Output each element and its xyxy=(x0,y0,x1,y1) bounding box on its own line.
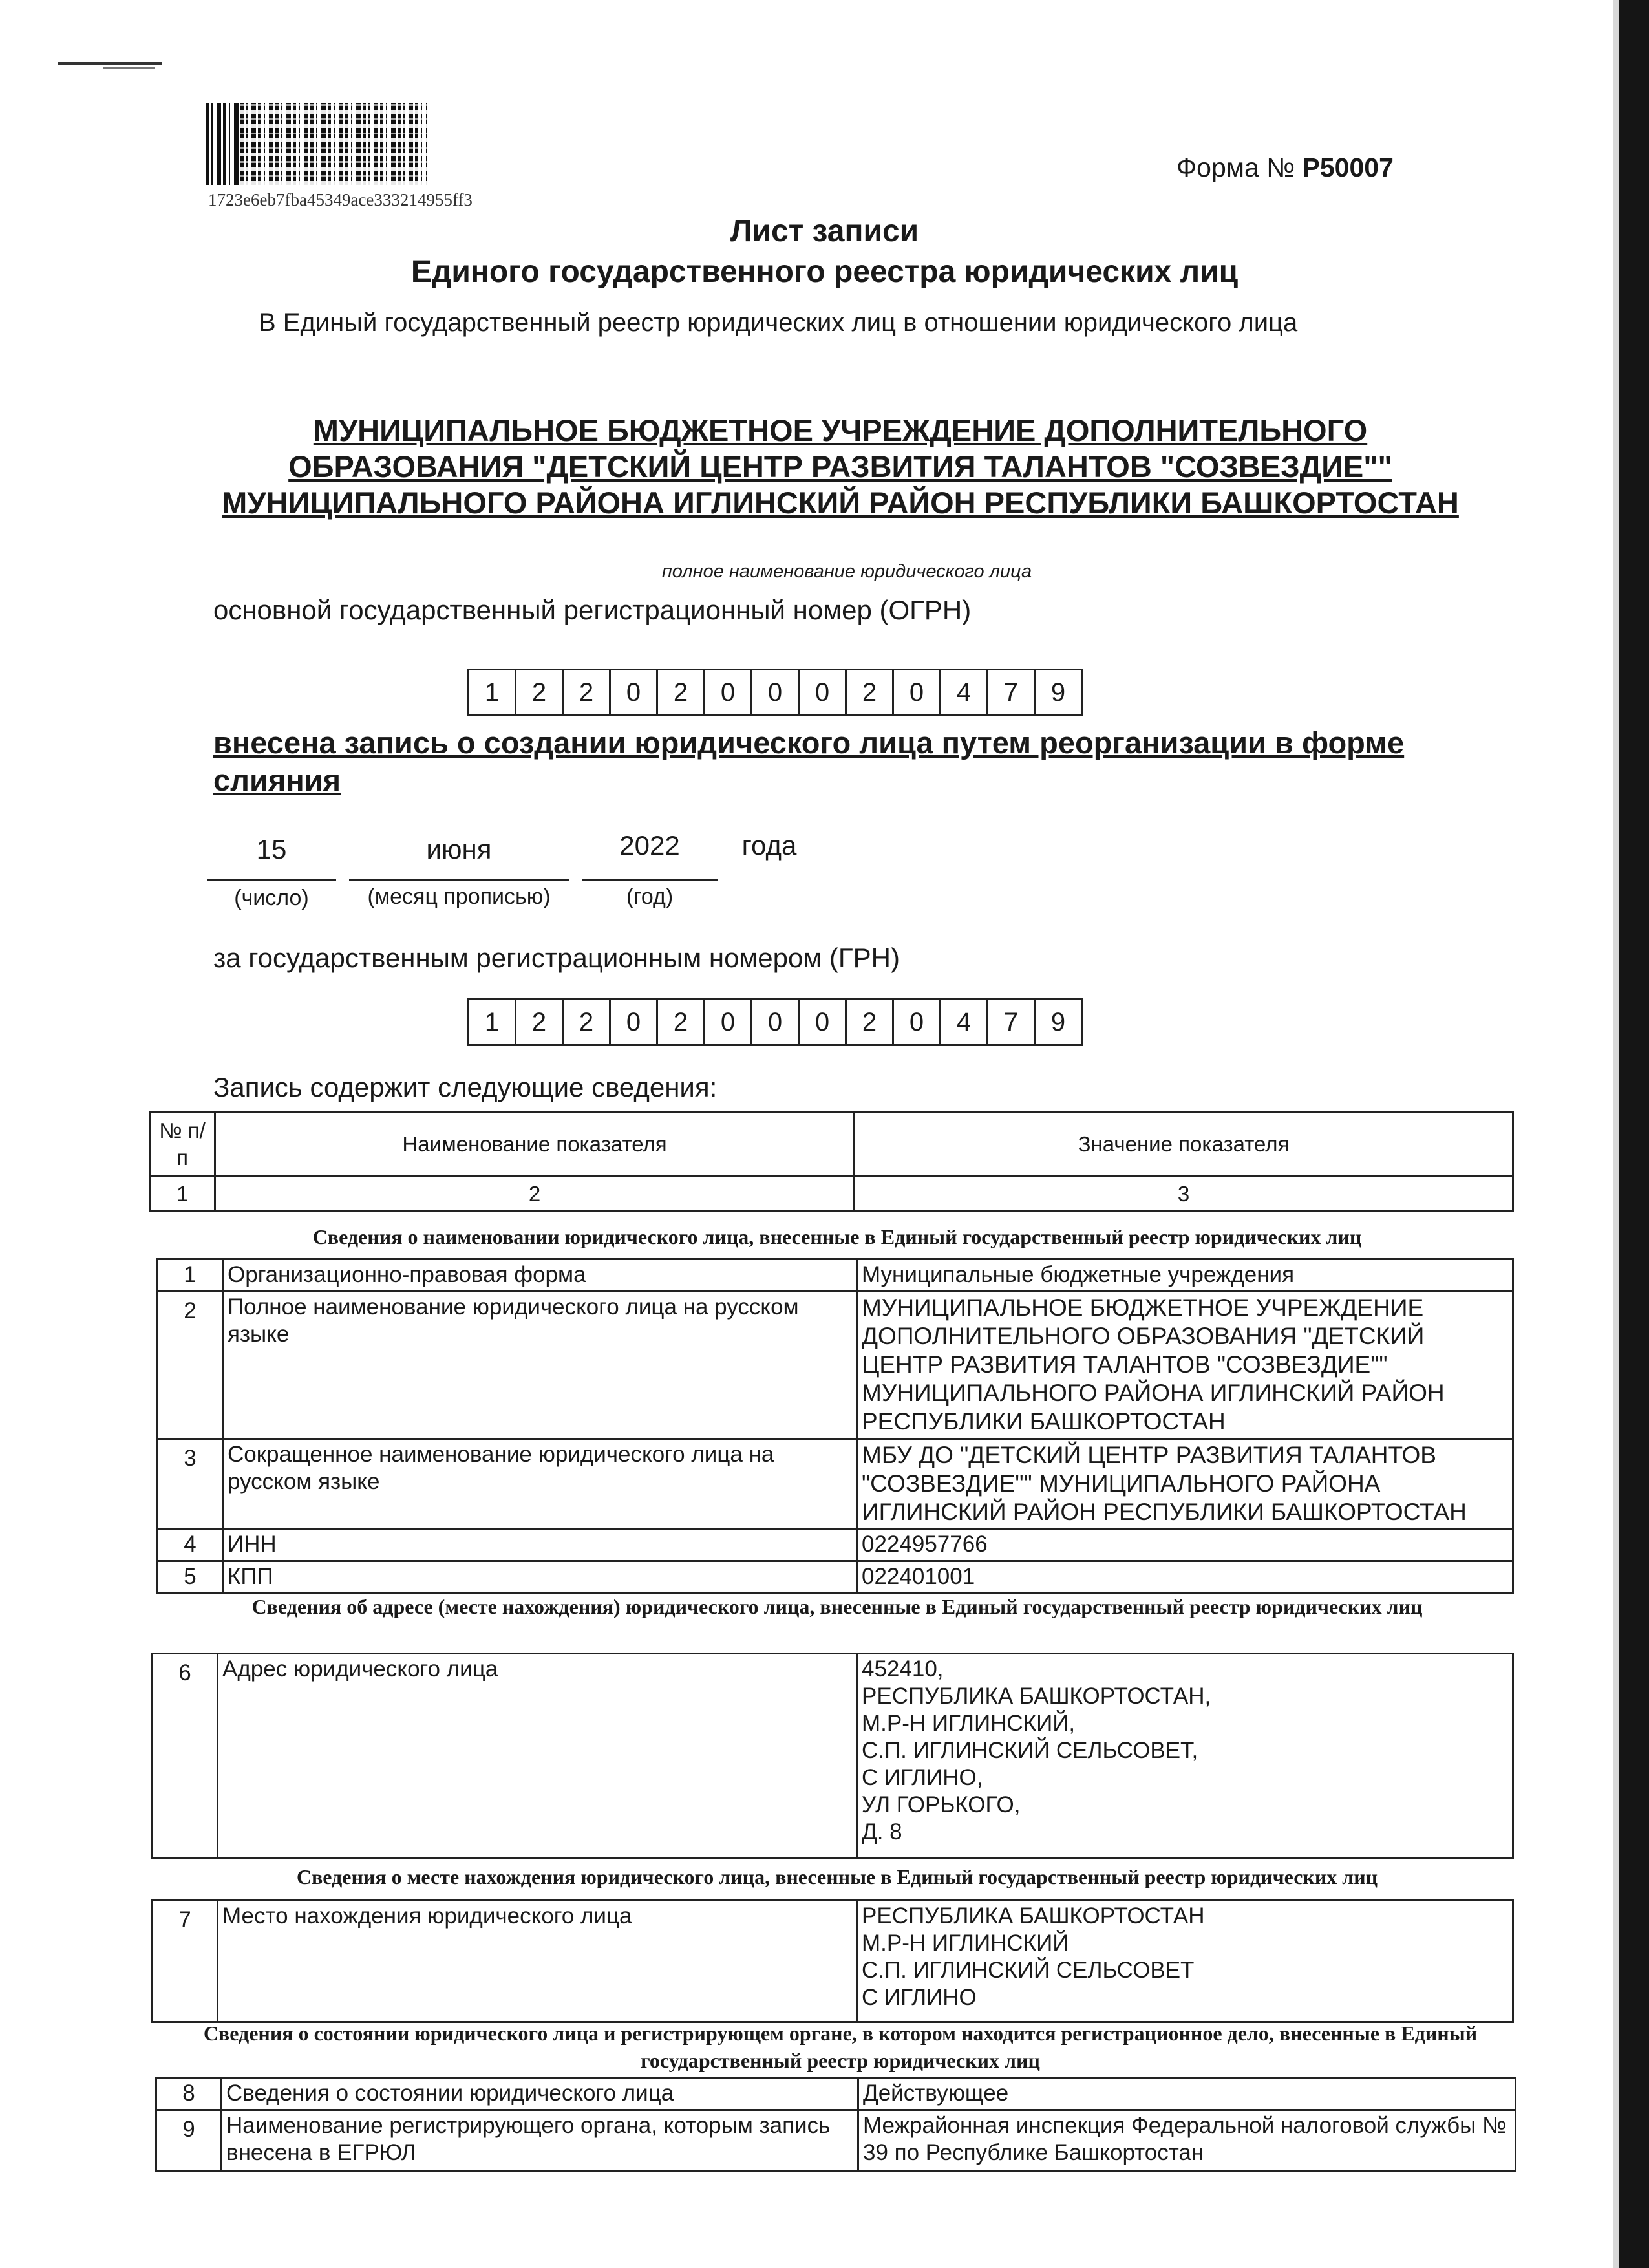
form-number xyxy=(1176,153,1394,183)
barcode-code: 1723e6eb7fba45349ace333214955ff3 xyxy=(208,190,473,209)
section-table-address xyxy=(151,1653,1514,1859)
col-index-2: 2 xyxy=(215,1177,855,1212)
document-title: Лист записи xyxy=(730,214,919,248)
section-title-status: Сведения о состоянии юридического лица и регистрирующем органе, в котором находится регистрационное дело, внесенные в Единый государственный реестр юридических лиц xyxy=(203,2022,1478,2072)
section-table-name xyxy=(156,1258,1514,1594)
date-year-caption: (год) xyxy=(626,884,674,909)
row-name: Адрес юридического лица xyxy=(218,1654,857,1858)
date-year-line xyxy=(582,879,718,881)
section-title-name: Сведения о наименовании юридического лица, внесенные в Единый государственный реестр юридических лиц xyxy=(312,1225,1362,1248)
date-day: 15 xyxy=(256,834,287,864)
digit-box: 2 xyxy=(562,669,611,716)
date-year: 2022 xyxy=(619,830,680,861)
date-month: июня xyxy=(426,834,492,864)
records-table-header xyxy=(149,1111,1514,1212)
contents-label: Запись содержит следующие сведения: xyxy=(213,1072,718,1102)
digit-box: 2 xyxy=(656,669,705,716)
scan-dark-edge xyxy=(1619,0,1649,2268)
row-number: 2 xyxy=(158,1292,223,1439)
col-index-1: 1 xyxy=(150,1177,215,1212)
row-name: Место нахождения юридического лица xyxy=(218,1901,857,2022)
grn-label: за государственным регистрационным номером (ГРН) xyxy=(213,943,900,973)
digit-box: 2 xyxy=(845,669,894,716)
digit-box: 0 xyxy=(750,998,800,1046)
date-month-caption: (месяц прописью) xyxy=(367,884,551,909)
row-name: Сокращенное наименование юридического лица на русском языке xyxy=(223,1439,857,1529)
row-name: Сведения о состоянии юридического лица xyxy=(222,2078,858,2110)
date-month-line xyxy=(349,879,569,881)
pen-mark xyxy=(58,62,162,65)
row-value: РЕСПУБЛИКА БАШКОРТОСТАН М.Р-Н ИГЛИНСКИЙ С.П. ИГЛИНСКИЙ СЕЛЬСОВЕТ С ИГЛИНО xyxy=(857,1901,1513,2022)
digit-box: 0 xyxy=(703,669,752,716)
row-value: Муниципальные бюджетные учреждения xyxy=(857,1259,1513,1292)
digit-box: 2 xyxy=(562,998,611,1046)
intro-text: В Единый государственный реестр юридических лиц в отношении юридического лица xyxy=(259,308,1298,337)
digit-box: 9 xyxy=(1034,998,1083,1046)
row-name: КПП xyxy=(223,1561,857,1594)
date-day-caption: (число) xyxy=(234,886,309,910)
org-name-caption: полное наименование юридического лица xyxy=(661,561,1032,582)
digit-box: 0 xyxy=(892,669,941,716)
col-value-header: Значение показателя xyxy=(855,1112,1513,1177)
col-number-header: № п/п xyxy=(150,1112,215,1177)
digit-box: 0 xyxy=(750,669,800,716)
row-number: 4 xyxy=(158,1529,223,1561)
row-number: 8 xyxy=(156,2078,222,2110)
row-number: 7 xyxy=(153,1901,218,2022)
org-full-name: МУНИЦИПАЛЬНОЕ БЮДЖЕТНОЕ УЧРЕЖДЕНИЕ ДОПОЛНИТЕЛЬНОГО ОБРАЗОВАНИЯ "ДЕТСКИЙ ЦЕНТР РАЗВИТИЯ ТАЛАНТОВ "СОЗВЕЗДИЕ"" МУНИЦИПАЛЬНОГО РАЙОНА ИГЛИНСКИЙ РАЙОН РЕСПУБЛИКИ БАШКОРТОСТАН xyxy=(222,413,1459,520)
digit-box: 7 xyxy=(986,998,1036,1046)
barcode-image xyxy=(206,103,427,185)
row-number: 1 xyxy=(158,1259,223,1292)
digit-box: 0 xyxy=(798,669,847,716)
digit-box: 2 xyxy=(515,998,564,1046)
row-value: МУНИЦИПАЛЬНОЕ БЮДЖЕТНОЕ УЧРЕЖДЕНИЕ ДОПОЛНИТЕЛЬНОГО ОБРАЗОВАНИЯ "ДЕТСКИЙ ЦЕНТР РАЗВИТИЯ ТАЛАНТОВ "СОЗВЕЗДИЕ"" МУНИЦИПАЛЬНОГО РАЙОНА ИГЛИНСКИЙ РАЙОН РЕСПУБЛИКИ БАШКОРТОСТАН xyxy=(857,1292,1513,1439)
row-name: Организационно-правовая форма xyxy=(223,1259,857,1292)
row-number: 6 xyxy=(153,1654,218,1858)
digit-box: 2 xyxy=(515,669,564,716)
digit-box: 2 xyxy=(845,998,894,1046)
row-number: 9 xyxy=(156,2110,222,2171)
digit-box: 1 xyxy=(467,998,516,1046)
digit-box: 4 xyxy=(939,998,988,1046)
digit-box: 2 xyxy=(656,998,705,1046)
row-name: Наименование регистрирующего органа, которым запись внесена в ЕГРЮЛ xyxy=(222,2110,858,2171)
digit-box: 0 xyxy=(703,998,752,1046)
section-table-location xyxy=(151,1899,1514,2023)
row-value: 452410, РЕСПУБЛИКА БАШКОРТОСТАН, М.Р-Н ИГЛИНСКИЙ, С.П. ИГЛИНСКИЙ СЕЛЬСОВЕТ, С ИГЛИНО, УЛ ГОРЬКОГО, Д. 8 xyxy=(857,1654,1513,1858)
digit-box: 0 xyxy=(609,669,658,716)
ogrn-label: основной государственный регистрационный номер (ОГРН) xyxy=(213,595,972,625)
row-number: 3 xyxy=(158,1439,223,1529)
section-table-status xyxy=(155,2077,1516,2172)
digit-box: 4 xyxy=(939,669,988,716)
row-value: Действующее xyxy=(858,2078,1516,2110)
ogrn-digit-boxes xyxy=(469,669,1083,716)
pen-mark xyxy=(103,67,155,69)
form-number-prefix: Форма № xyxy=(1176,153,1303,182)
row-value: 022401001 xyxy=(857,1561,1513,1594)
row-number: 5 xyxy=(158,1561,223,1594)
section-title-address: Сведения об адресе (месте нахождения) юридического лица, внесенные в Единый государственный реестр юридических лиц xyxy=(251,1595,1423,1618)
row-value: МБУ ДО "ДЕТСКИЙ ЦЕНТР РАЗВИТИЯ ТАЛАНТОВ "СОЗВЕЗДИЕ"" МУНИЦИПАЛЬНОГО РАЙОНА ИГЛИНСКИЙ РАЙОН РЕСПУБЛИКИ БАШКОРТОСТАН xyxy=(857,1439,1513,1529)
date-day-line xyxy=(207,879,336,881)
row-value: 0224957766 xyxy=(857,1529,1513,1561)
row-name: ИНН xyxy=(223,1529,857,1561)
record-statement: внесена запись о создании юридического лица путем реорганизации в форме слияния xyxy=(213,725,1405,797)
grn-digit-boxes xyxy=(469,998,1083,1046)
digit-box: 0 xyxy=(609,998,658,1046)
col-name-header: Наименование показателя xyxy=(215,1112,855,1177)
row-value: Межрайонная инспекция Федеральной налоговой службы № 39 по Республике Башкортостан xyxy=(858,2110,1516,2171)
digit-box: 1 xyxy=(467,669,516,716)
scan-edge-shadow xyxy=(1613,0,1619,2268)
date-suffix: года xyxy=(741,830,797,861)
digit-box: 0 xyxy=(892,998,941,1046)
digit-box: 7 xyxy=(986,669,1036,716)
form-number-value: Р50007 xyxy=(1302,153,1394,182)
row-name: Полное наименование юридического лица на русском языке xyxy=(223,1292,857,1439)
digit-box: 9 xyxy=(1034,669,1083,716)
col-index-3: 3 xyxy=(855,1177,1513,1212)
document-subtitle: Единого государственного реестра юридических лиц xyxy=(410,255,1239,289)
digit-box: 0 xyxy=(798,998,847,1046)
section-title-location: Сведения о месте нахождения юридического лица, внесенные в Единый государственный реестр юридических лиц xyxy=(296,1865,1378,1888)
